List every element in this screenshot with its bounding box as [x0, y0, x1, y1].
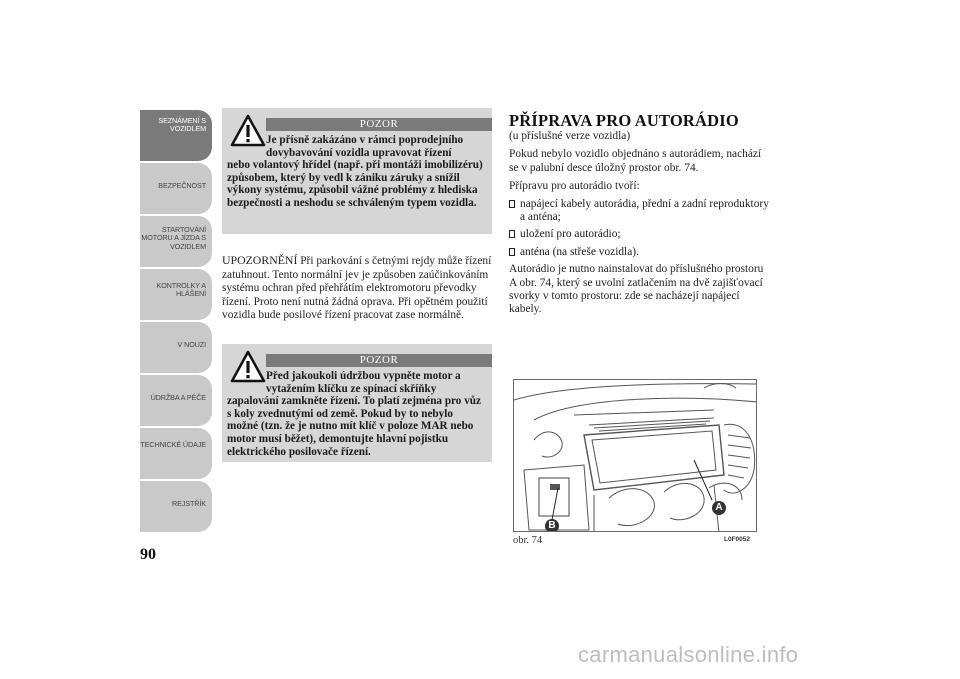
list-item [509, 198, 771, 225]
tab-label: REJSTŘÍK [172, 499, 206, 508]
tab-startovani[interactable] [140, 216, 212, 267]
section-paragraph: Pokud nebylo vozidlo objednáno s autorádiem, nachází se v palubní desce úložný prostor obr. 74. [509, 148, 762, 174]
section-paragraph: Autorádio je nutno nainstalovat do příslušného prostoru A obr. 74, který se uvolní zatlačením na dvě zajišťovací svorky v tomto prostoru: zde se nacházejí napájecí kabely. [509, 263, 764, 316]
tab-seznameni-s-vozidlem[interactable] [140, 110, 212, 161]
tab-label: KONTROLKY A HLÁŠENÍ [156, 281, 206, 299]
tab-kontrolky[interactable] [140, 269, 212, 320]
tab-label: STARTOVÁNÍ MOTORU A JÍZDA S VOZIDLEM [141, 225, 206, 251]
section-title: PŘÍPRAVA PRO AUTORÁDIO [509, 111, 739, 130]
warning-triangle-icon [230, 350, 266, 384]
warning-body: zapalování zamkněte řízení. To platí zejména pro vůz s koly zvednutými od země. Pokud by to nebylo možné (tzn. že je nutno mít klíč v poloze MAR nebo motor musí běžet), demontujte hlavní pojistku elektrického posilovače řízení. [227, 395, 481, 458]
watermark: carmanualsonline.info [578, 642, 799, 667]
warning-line: dovybavování vozidla upravovat řízení [266, 146, 452, 159]
warning-body: nebo volantový hřídel (např. při montáži imobilizéru) způsobem, který by vedl k zániku záruky a snížil výkony systému, způsobil vážné problémy z hlediska bezpečnosti a neshodu se schváleným typem vozidla. [227, 159, 483, 209]
tab-label: ÚDRŽBA A PÉČE [150, 393, 206, 402]
figure-label-b: B [548, 520, 556, 531]
list-item-text: uložení pro autorádio; [520, 228, 621, 241]
page-number: 90 [140, 546, 156, 563]
section-paragraph: Přípravu pro autorádio tvoří: [509, 180, 640, 193]
section-subtitle: (u příslušné verze vozidla) [509, 130, 631, 142]
dashboard-illustration [513, 379, 757, 532]
radio-section [509, 112, 771, 317]
warning-triangle-icon [230, 114, 266, 148]
warning-line: Před jakoukoli údržbou vypněte motor a [266, 370, 461, 382]
warning-box [222, 108, 492, 234]
checkbox-bullet-icon [509, 200, 515, 208]
note-paragraph [222, 254, 494, 323]
warning-heading: POZOR [266, 118, 492, 131]
warning-heading: POZOR [266, 354, 492, 367]
list-item-text: anténa (na střeše vozidla). [520, 245, 639, 258]
checkbox-bullet-icon [509, 230, 515, 238]
component-list [509, 198, 771, 260]
tab-technicke-udaje[interactable] [140, 428, 212, 479]
tab-v-nouzi[interactable] [140, 322, 212, 373]
figure-code: L0F0052 [724, 536, 751, 543]
warning-line: vytažením klíčku ze spínací skříňky [266, 382, 437, 395]
warning-box [222, 344, 492, 462]
tab-bezpecnost[interactable] [140, 163, 212, 214]
figure-label-a: A [715, 502, 723, 513]
list-item [509, 246, 771, 259]
figure-caption: obr. 74 [513, 535, 543, 546]
tab-udrzba[interactable] [140, 375, 212, 426]
warning-line: Je přísně zakázáno v rámci poprodejního [266, 134, 464, 146]
tab-label: TECHNICKÉ ÚDAJE [140, 440, 206, 449]
tab-label: V NOUZI [177, 340, 206, 349]
note-lead: UPOZORNĚNÍ [222, 253, 298, 267]
list-item-text: napájecí kabely autorádia, přední a zadní reproduktory a anténa; [520, 197, 769, 224]
tab-rejstrik[interactable] [140, 481, 212, 532]
chapter-tabs [140, 110, 212, 534]
tab-label: SEZNÁMENÍ S VOZIDLEM [158, 116, 206, 134]
tab-label: BEZPEČNOST [158, 181, 206, 190]
checkbox-bullet-icon [509, 248, 515, 256]
list-item [509, 228, 771, 241]
note-text: Při parkování s četnými rejdy může řízení zatuhnout. Tento normální jev je způsoben zaúčinkováním systému ochran před přehřátím elektromotoru převodky řízení. Proto není nutná žádná oprava. Při opětném použití vozidla bude posilové řízení pracovat zase normálně. [222, 255, 492, 321]
